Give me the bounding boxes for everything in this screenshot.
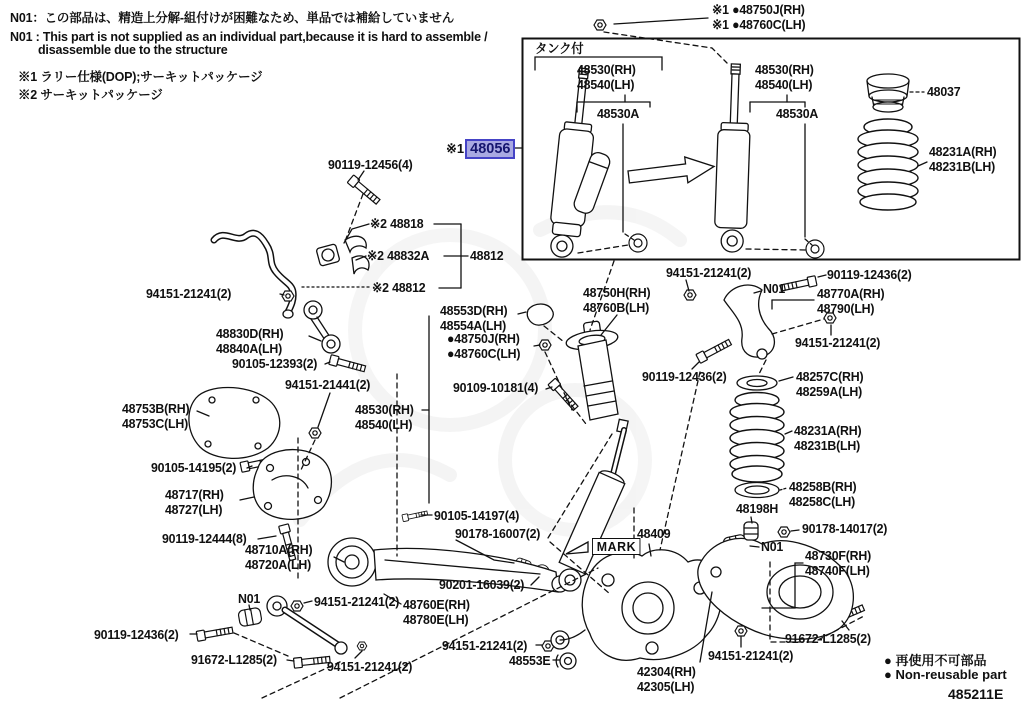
part-label: 90119-12444(8) — [162, 531, 247, 546]
part-label: N01 — [761, 539, 784, 554]
part-label: 48530(RH) — [355, 402, 414, 417]
part-label: ●48750J(RH) — [447, 331, 520, 346]
part-label: 48770A(RH) — [817, 286, 885, 301]
part-label: 48198H — [736, 501, 779, 516]
part-label: ※1 ●48760C(LH) — [712, 17, 806, 32]
legend-non-reusable-jp: ● 再使用不可部品 — [884, 653, 987, 668]
part-label: 94151-21241(2) — [314, 594, 400, 609]
part-label: 48530A — [597, 106, 640, 121]
part-label: 48231A(RH) — [929, 144, 997, 159]
part-label: 48231B(LH) — [794, 438, 861, 453]
part-label: 94151-21241(2) — [327, 659, 413, 674]
part-label: 48530(RH) — [577, 62, 636, 77]
part-label: 90178-14017(2) — [802, 521, 888, 536]
part-label: 48530(RH) — [755, 62, 814, 77]
part-label: ※1 ●48750J(RH) — [712, 2, 805, 17]
note-n01-en-2: disassemble due to the structure — [38, 43, 228, 57]
diagram-code: 485211E — [948, 686, 1004, 702]
part-label: 48790(LH) — [817, 301, 875, 316]
part-label: 48258C(LH) — [789, 494, 856, 509]
part-label: 48710A(RH) — [245, 542, 313, 557]
part-label: 48037 — [927, 84, 961, 99]
part-label: 90119-12436(2) — [94, 627, 179, 642]
part-label: 91672-L1285(2) — [191, 652, 277, 667]
legend-non-reusable-en: ● Non-reusable part — [884, 667, 1007, 682]
part-label: 48727(LH) — [165, 502, 223, 517]
part-label: 94151-21241(2) — [146, 286, 232, 301]
part-label: 90119-12456(4) — [328, 157, 413, 172]
part-label: 90201-16039(2) — [439, 577, 525, 592]
selected-part-callout[interactable] — [446, 139, 515, 159]
part-label: 90119-12436(2) — [827, 267, 912, 282]
part-label: 90109-10181(4) — [453, 380, 539, 395]
part-label: 48540(LH) — [577, 77, 635, 92]
part-label: 48730F(RH) — [805, 548, 872, 563]
part-label: ●48760C(LH) — [447, 346, 521, 361]
part-label: 94151-21441(2) — [285, 377, 371, 392]
part-label: タンク付 — [535, 41, 584, 56]
part-label: 48409 — [637, 526, 671, 541]
part-label: 42305(LH) — [637, 679, 695, 694]
part-label: MARK — [592, 538, 641, 555]
part-label: 48257C(RH) — [796, 369, 864, 384]
part-label: 48720A(LH) — [245, 557, 312, 572]
part-label: 48760B(LH) — [583, 300, 650, 315]
part-label: 48760E(RH) — [403, 597, 470, 612]
part-label: 48259A(LH) — [796, 384, 863, 399]
part-label: 48753C(LH) — [122, 416, 189, 431]
part-label: 48840A(LH) — [216, 341, 283, 356]
part-label: 48750H(RH) — [583, 285, 651, 300]
note-ref2: ※2 サーキットパッケージ — [18, 88, 163, 102]
note-ref1: ※1 ラリー仕様(DOP);サーキットパッケージ — [18, 70, 263, 84]
note-n01-jp: N01：この部品は、精造上分解-組付けが困難なため、単品では補給していません — [10, 11, 454, 25]
part-label: 94151-21241(2) — [708, 648, 794, 663]
part-label: 91672-L1285(2) — [785, 631, 871, 646]
part-label: 48231B(LH) — [929, 159, 996, 174]
part-label: ※2 48812 — [372, 280, 426, 295]
part-label: 48553E — [509, 653, 551, 668]
part-label: N01 — [238, 591, 261, 606]
note-n01-en-1: N01 : This part is not supplied as an individual part,because it is hard to assemble / — [10, 30, 488, 44]
part-label: 48540(LH) — [355, 417, 413, 432]
part-label: 90105-12393(2) — [232, 356, 318, 371]
part-label: 90105-14195(2) — [151, 460, 237, 475]
selected-part-prefix: ※1 — [446, 141, 465, 156]
part-label: ※2 48832A — [367, 248, 430, 263]
part-label: 48530A — [776, 106, 819, 121]
part-label: N01 — [763, 281, 786, 296]
part-label: 48830D(RH) — [216, 326, 284, 341]
part-label: 48231A(RH) — [794, 423, 862, 438]
part-label: 90105-14197(4) — [434, 508, 520, 523]
part-label: 42304(RH) — [637, 664, 696, 679]
part-label: 48553D(RH) — [440, 303, 508, 318]
part-label: 94151-21241(2) — [795, 335, 881, 350]
part-label: 94151-21241(2) — [442, 638, 528, 653]
selected-part-number[interactable]: 48056 — [465, 139, 515, 159]
part-label: 48540(LH) — [755, 77, 813, 92]
part-label: 48753B(RH) — [122, 401, 190, 416]
part-label: 48812 — [470, 248, 504, 263]
part-label: 48717(RH) — [165, 487, 224, 502]
part-label: ※2 48818 — [370, 216, 424, 231]
part-label: 48258B(RH) — [789, 479, 857, 494]
part-label: 90178-16007(2) — [455, 526, 541, 541]
part-label: 48554A(LH) — [440, 318, 507, 333]
part-label: 48740F(LH) — [805, 563, 870, 578]
part-label: 90119-12436(2) — [642, 369, 727, 384]
part-label: 48780E(LH) — [403, 612, 469, 627]
part-label: 94151-21241(2) — [666, 265, 752, 280]
